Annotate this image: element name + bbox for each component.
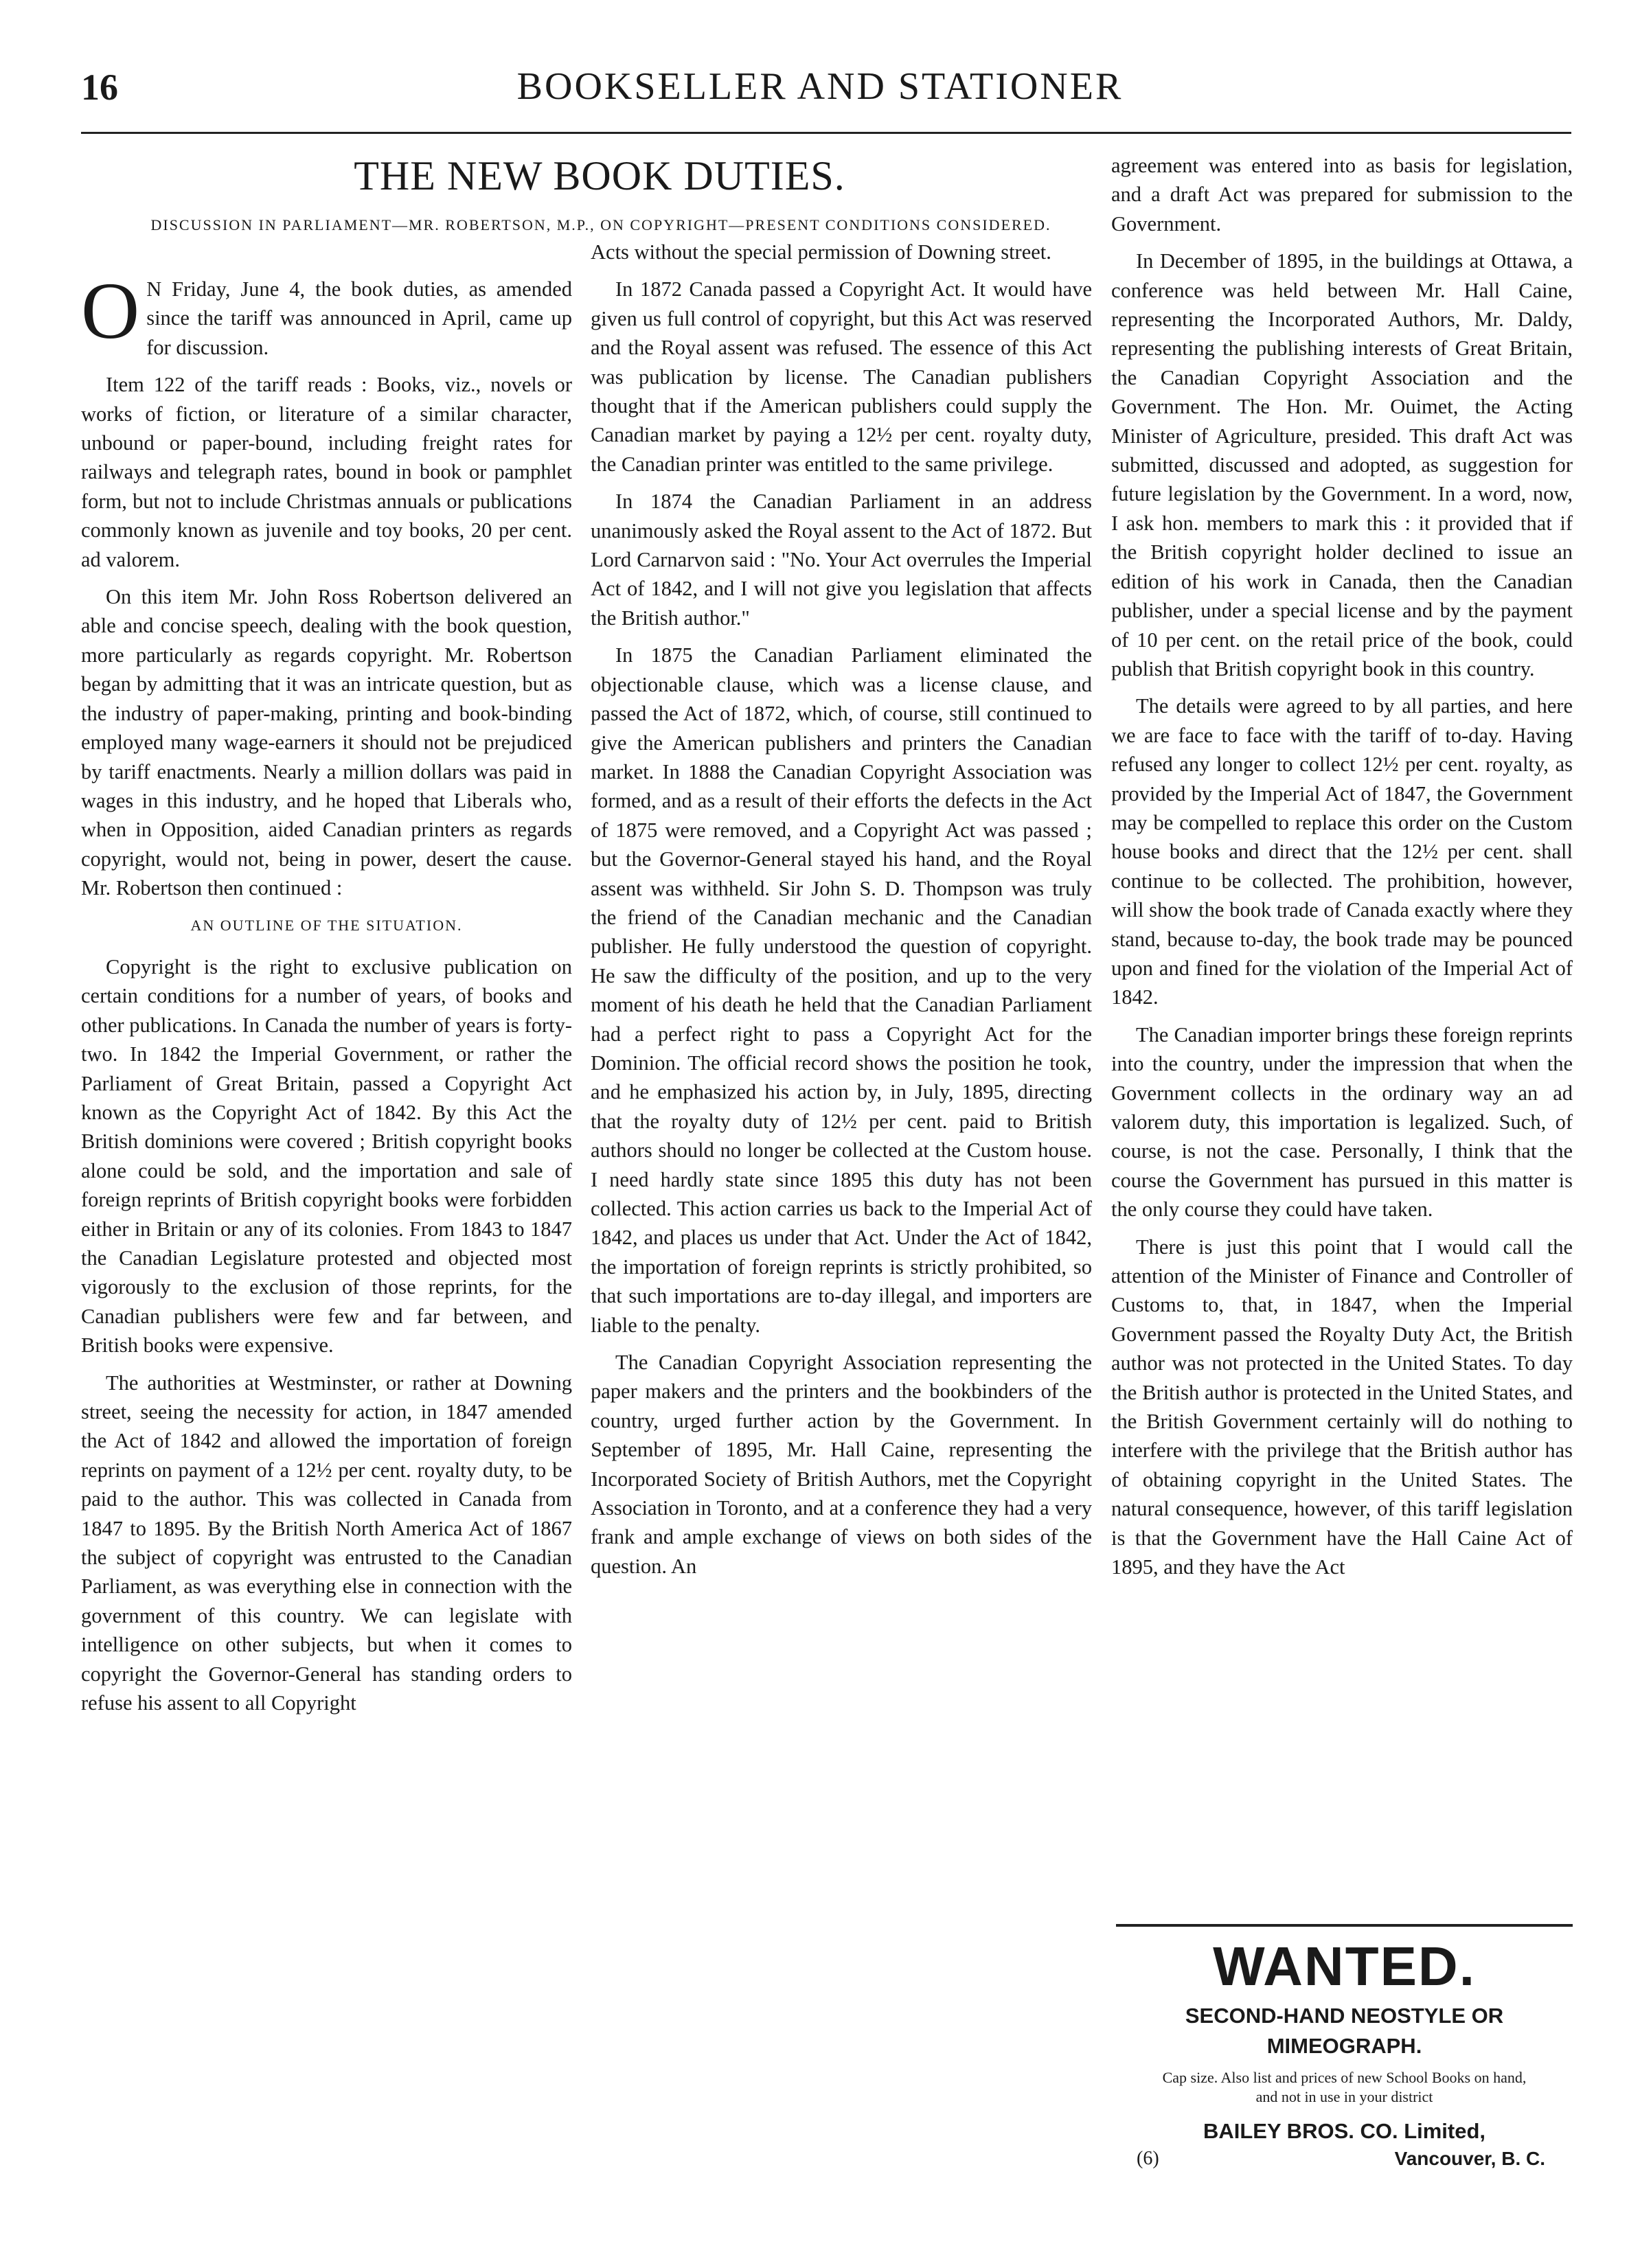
page-number: 16 (81, 67, 118, 108)
section-heading: AN OUTLINE OF THE SITUATION. (190, 916, 463, 934)
paragraph: agreement was entered into as basis for legislation, and a draft Act was prepared for submission to the Government. (1111, 154, 1573, 236)
paragraph: On this item Mr. John Ross Robertson delivered an able and concise speech, dealing with the book question, more particularly as regards copyright. Mr. Robertson began by admitting that it was an intricate question, but as the industry of paper-making, printing and book-binding employed many wage-earners it should not be prejudiced by tariff enactments. Nearly a million dollars was paid in wages in this industry, and he hoped that Liberals who, when in Opposition, aided Canadian printers as regards copyright, would not, being in power, desert the cause. Mr. Robertson then continued : (81, 585, 572, 900)
paragraph: The Canadian Copyright Association representing the paper makers and the printers and the bookbinders of the country, urged further action by the Government. In September of 1895, Mr. Hall Caine, representing the Incorporated Society of British Authors, met the Copyright Association in Toronto, and at a conference they had a very frank and ample exchange of views on both sides of the question. An (591, 1351, 1092, 1578)
column-1 (81, 266, 572, 1726)
article-subtitle: DISCUSSION IN PARLIAMENT—MR. ROBERTSON, M.P., ON COPYRIGHT—PRESENT CONDITIONS CONSIDERED. (150, 216, 1051, 233)
paragraph: In 1872 Canada passed a Copyright Act. It would have given us full control of copyright, but this Act was reserved and the Royal assent was refused. The essence of this Act was publication by license. The Canadian publishers thought that if the American publishers could supply the Canadian market by paying a 12½ per cent. royalty duty, the Canadian printer was entitled to the same privilege. (591, 277, 1092, 476)
paragraph: Item 122 of the tariff reads : Books, viz., novels or works of fiction, or literature of a similar character, unbound or paper-bound, including freight rates for railways and telegraph rates, bound in book or pamphlet form, but not to include Christmas annuals or publications commonly known as juvenile and toy books, 20 per cent. ad valorem. (81, 373, 572, 571)
wanted-advertisement (1116, 1924, 1573, 2170)
paragraph: The Canadian importer brings these foreign reprints into the country, under the impression that when the Government collects in the ordinary way an ad valorem duty, this importation is legalized. Such, of course, is not the case. Personally, I think that the course the Government has pursued in this matter is the only course they could have taken. (1111, 1022, 1573, 1222)
ad-number: (6) (1137, 2148, 1159, 2169)
running-title: BOOKSELLER AND STATIONER (516, 65, 1124, 108)
ad-details: Cap size. Also list and prices of new School Books on hand, and not in use in your district (1162, 2069, 1527, 2105)
ad-footer (1116, 2148, 1573, 2170)
article-title: THE NEW BOOK DUTIES. (354, 153, 845, 198)
ad-location: Vancouver, B. C. (1394, 2148, 1545, 2169)
paragraph-text: N Friday, June 4, the book duties, as amended since the tariff was announced in April, came up for discussion. (146, 277, 572, 359)
paragraph (81, 266, 572, 362)
paragraph: The authorities at Westminster, or rather at Downing street, seeing the necessity for action, in 1847 amended the Act of 1842 and allowed the importation of foreign reprints on payment of a 12½ per cent. royalty duty, to be paid to the author. This was collected in Canada from 1847 to 1895. By the British North America Act of 1867 the subject of copyright was entrusted to the Canadian Parliament, as was everything else in connection with the government of this country. We can legislate with intelligence on other subjects, but when it comes to copyright the Governor-General has standing orders to refuse his assent to all Copyright (81, 1371, 572, 1715)
column-2 (591, 238, 1092, 1589)
ad-title: WANTED. (1213, 1936, 1476, 1997)
paragraph: Acts without the special permission of Downing street. (591, 240, 1051, 264)
paragraph: In December of 1895, in the buildings at Ottawa, a conference was held between Mr. Hall Caine, representing the Incorporated Authors, Mr. Daldy, representing the publishing interests of Great Britain, the Canadian Copyright Association and the Government. The Hon. Mr. Ouimet, the Acting Minister of Agriculture, presided. This draft Act was submitted, discussed and adopted, as suggestion for future legislation by the Government. In a word, now, I ask hon. members to mark this : it provided that if the British copyright holder declined to issue an edition of his work in Canada, then the Canadian publisher, under a special license and by the payment of 10 per cent. on the retail price of the book, could publish that British copyright book in this country. (1111, 249, 1573, 680)
paragraph: In 1875 the Canadian Parliament eliminated the objectionable clause, which was a license clause, and passed the Act of 1872, which, of course, still continued to give the American publishers and printers the Canadian market. In 1888 the Canadian Copyright Association was formed, and as a result of their efforts the defects in the Act of 1875 were removed, and a Copyright Act was passed ; but the Governor-General stayed his hand, and the Royal assent was withheld. Sir John S. D. Thompson was truly the friend of the Canadian mechanic and the Canadian publisher. He fully understood the question of copyright. He saw the difficulty of the position, and up to the very moment of his death he held that the Canadian Parliament had a perfect right to pass a Copyright Act for the Dominion. The official record shows the position he took, and he emphasized his action by, in July, 1895, directing that the royalty duty of 12½ per cent. paid to British authors should no longer be collected at the Custom house. I need hardly state since 1895 this duty has not been collected. This action carries us back to the Imperial Act of 1842, and places us under that Act. Under the Act of 1842, the importation of foreign reprints is strictly prohibited, so that such importations are to-day illegal, and importers are liable to the penalty. (591, 643, 1092, 1337)
paragraph: The details were agreed to by all parties, and here we are face to face with the tariff of to-day. Having refused any longer to collect 12½ per cent. royalty, as provided by the Imperial Act of 1847, the Government may be compelled to replace this order on the Custom house books and direct that the 12½ per cent. shall continue to be collected. The prohibition, however, will show the book trade of Canada exactly where they stand, because to-day, the book trade may be pounced upon and fined for the violation of the Imperial Act of 1842. (1111, 694, 1573, 1009)
header-rule (81, 132, 1571, 134)
drop-cap: O (81, 266, 140, 356)
paragraph: There is just this point that I would call the attention of the Minister of Finance and Controller of Customs to, that, in 1847, when the Imperial Government passed the Royalty Duty Act, the British author was not protected in the United States. To day the British author is protected in the United States, and the British Government certainly will do nothing to interfere with the privilege that the British author has of obtaining copyright in the United States. The natural consequence, however, of this tariff legislation is that the Government have the Hall Caine Act of 1895, and they have the Act (1111, 1235, 1573, 1579)
ad-subtitle: SECOND-HAND NEOSTYLE OR MIMEOGRAPH. (1185, 2004, 1504, 2058)
ad-company: BAILEY BROS. CO. Limited, (1203, 2119, 1486, 2143)
column-3 (1111, 151, 1573, 1590)
paragraph: Copyright is the right to exclusive publication on certain conditions for a number of years, of books and other publications. In Canada the number of years is forty-two. In 1842 the Imperial Government, or rather the Parliament of Great Britain, passed a Copyright Act known as the Copyright Act of 1842. By this Act the British dominions were covered ; British copyright books alone could be sold, and the importation and sale of foreign reprints of British copyright books were forbidden either in Britain or any of its colonies. From 1843 to 1847 the Canadian Legislature protested and objected most vigorously to the exclusion of those reprints, for the Canadian publishers were few and far between, and British books were expensive. (81, 954, 572, 1358)
paragraph: In 1874 the Canadian Parliament in an address unanimously asked the Royal assent to the Act of 1872. But Lord Carnarvon said : "No. Your Act overrules the Imperial Act of 1842, and I will not give you legislation that affects the British author." (591, 490, 1092, 630)
